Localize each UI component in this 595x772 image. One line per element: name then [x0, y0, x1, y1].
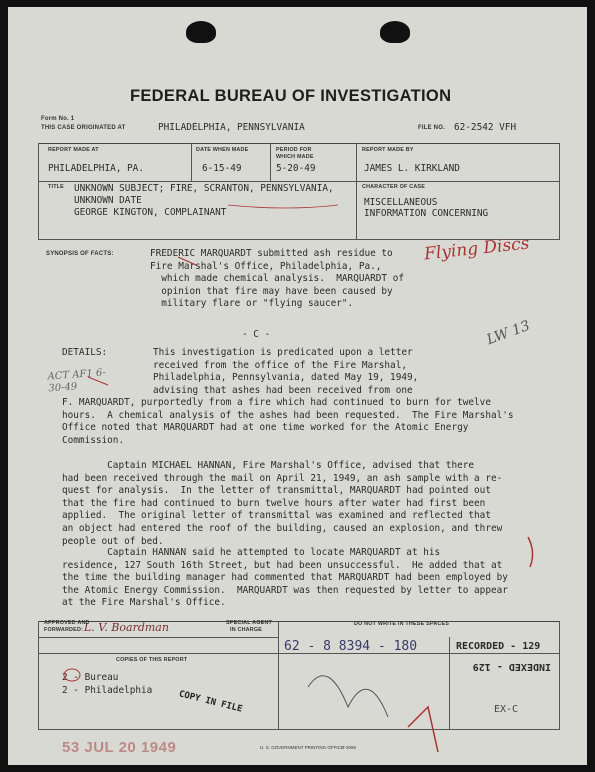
approved-label-2: FORWARDED: — [44, 627, 84, 633]
copy-philadelphia: 2 - Philadelphia — [62, 685, 153, 696]
file-number-label: FILE NO. — [418, 125, 445, 131]
title-line-2: UNKNOWN DATE — [74, 195, 142, 206]
report-by-value: JAMES L. KIRKLAND — [364, 163, 460, 174]
indexed-stamp-text: INDEXED - 129 — [472, 661, 551, 672]
file-number-value: 62-2542 VFH — [454, 122, 517, 133]
scribble-mark — [308, 676, 388, 717]
strike-mark-2 — [88, 377, 108, 385]
period-label-1: PERIOD FOR — [276, 147, 312, 153]
character-line-2: INFORMATION CONCERNING — [364, 208, 489, 219]
title-line-1: UNKNOWN SUBJECT; FIRE, SCRANTON, PENNSYLVANIA, — [74, 183, 334, 194]
initials-note: LW 13 — [484, 317, 533, 349]
character-label: CHARACTER OF CASE — [362, 184, 425, 190]
flying-discs-note: Flying Discs — [423, 233, 531, 265]
check-mark-2 — [408, 707, 438, 752]
originated-value: PHILADELPHIA, PENNSYLVANIA — [158, 122, 305, 133]
report-made-at-value: PHILADELPHIA, PA. — [48, 163, 144, 174]
details-paragraph-1: This investigation is predicated upon a letter received from the office of the Fire Marshal, Philadelphia, Pennsylvania, dated May 19, 1949, advising that ashes had been received from one — [153, 347, 419, 396]
circle-mark — [64, 669, 80, 681]
period-label-2: WHICH MADE — [276, 154, 314, 160]
details-paragraph-2: Captain MICHAEL HANNAN, Fire Marshal's Office, advised that there had been received through the mail on April 21, 1949, an ash sample with a re- quest for analysis. In the letter of transmittal, MARQUARDT had pointed out that the fire had continued to burn twelve hours after water had first been applied. The original letter of transmittal was examined and reflected that an object had entered the roof of the building, caused an explosion, and threw people out of bed. — [62, 460, 503, 547]
title-line-3: GEORGE KINGTON, COMPLAINANT — [74, 207, 227, 218]
date-when-made-label: DATE WHEN MADE — [196, 147, 249, 153]
printer-line: U. S. GOVERNMENT PRINTING OFFICE — [260, 745, 344, 750]
title-label: TITLE — [48, 184, 64, 190]
recorded-stamp: RECORDED - 129 — [456, 641, 541, 652]
section-separator: - C - — [242, 329, 271, 340]
agency-title: FEDERAL BUREAU OF INVESTIGATION — [130, 87, 452, 105]
form-number: Form No. 1 — [41, 116, 75, 122]
file-stamp: 62 - 8 8394 - 180 — [284, 639, 418, 654]
underline-mark — [228, 205, 338, 208]
copy-bureau: 2 - Bureau — [62, 672, 119, 683]
details-paragraph-3: Captain HANNAN said he attempted to locate MARQUARDT at his residence, 127 South 16th Street, but had been unsuccessful. He added that at the time the building manager had commented that MARQUARDT had been employed by the Atomic Energy Commission. MARQUARDT was then requested by letter to appear at the Fire Marshal's Office. — [62, 547, 508, 609]
character-line-1: MISCELLANEOUS — [364, 197, 438, 208]
sac-label-2: IN CHARGE — [230, 627, 263, 633]
period-value: 5-20-49 — [276, 163, 316, 174]
report-page — [8, 7, 587, 765]
synopsis-text: FREDERIC MARQUARDT submitted ash residue to Fire Marshal's Office, Philadelphia, Pa., which made chemical analysis. MARQUARDT of opinion that fire may have been caused by military flare or "flying saucer". — [150, 248, 404, 310]
ink-marks — [8, 7, 587, 765]
approved-label-1: APPROVED AND — [44, 620, 90, 626]
report-made-at-label: REPORT MADE AT — [48, 147, 99, 153]
date-when-made-value: 6-15-49 — [202, 163, 242, 174]
do-not-write-label: DO NOT WRITE IN THESE SPACES — [354, 621, 450, 627]
copy-in-file-stamp: COPY IN FILE — [177, 689, 244, 715]
copies-label: COPIES OF THIS REPORT — [116, 657, 188, 663]
ex-stamp: EX-C — [494, 704, 519, 715]
originated-label: THIS CASE ORIGINATED AT — [41, 125, 126, 131]
check-mark-1 — [528, 537, 533, 567]
details-paragraph-1-continued: F. MARQUARDT, purportedly from a fire which had continued to burn for twelve hours. A chemical analysis of the ashes had been requested. The Fire Marshal's Office noted that MARQUARDT had at one time worked for the Atomic Energy Commission. — [62, 397, 514, 446]
synopsis-label: SYNOPSIS OF FACTS: — [46, 251, 114, 257]
received-date-stamp: 53 JUL 20 1949 — [62, 739, 177, 756]
margin-note-text: ACT AF1 6-30-49 — [47, 367, 107, 395]
report-by-label: REPORT MADE BY — [362, 147, 414, 153]
printer-code: 7-3096 — [342, 745, 357, 750]
details-label: DETAILS: — [62, 347, 108, 358]
sac-label-1: SPECIAL AGENT — [226, 620, 273, 626]
approved-signature: L. V. Boardman — [84, 621, 169, 634]
strike-mark-1 — [178, 257, 196, 265]
